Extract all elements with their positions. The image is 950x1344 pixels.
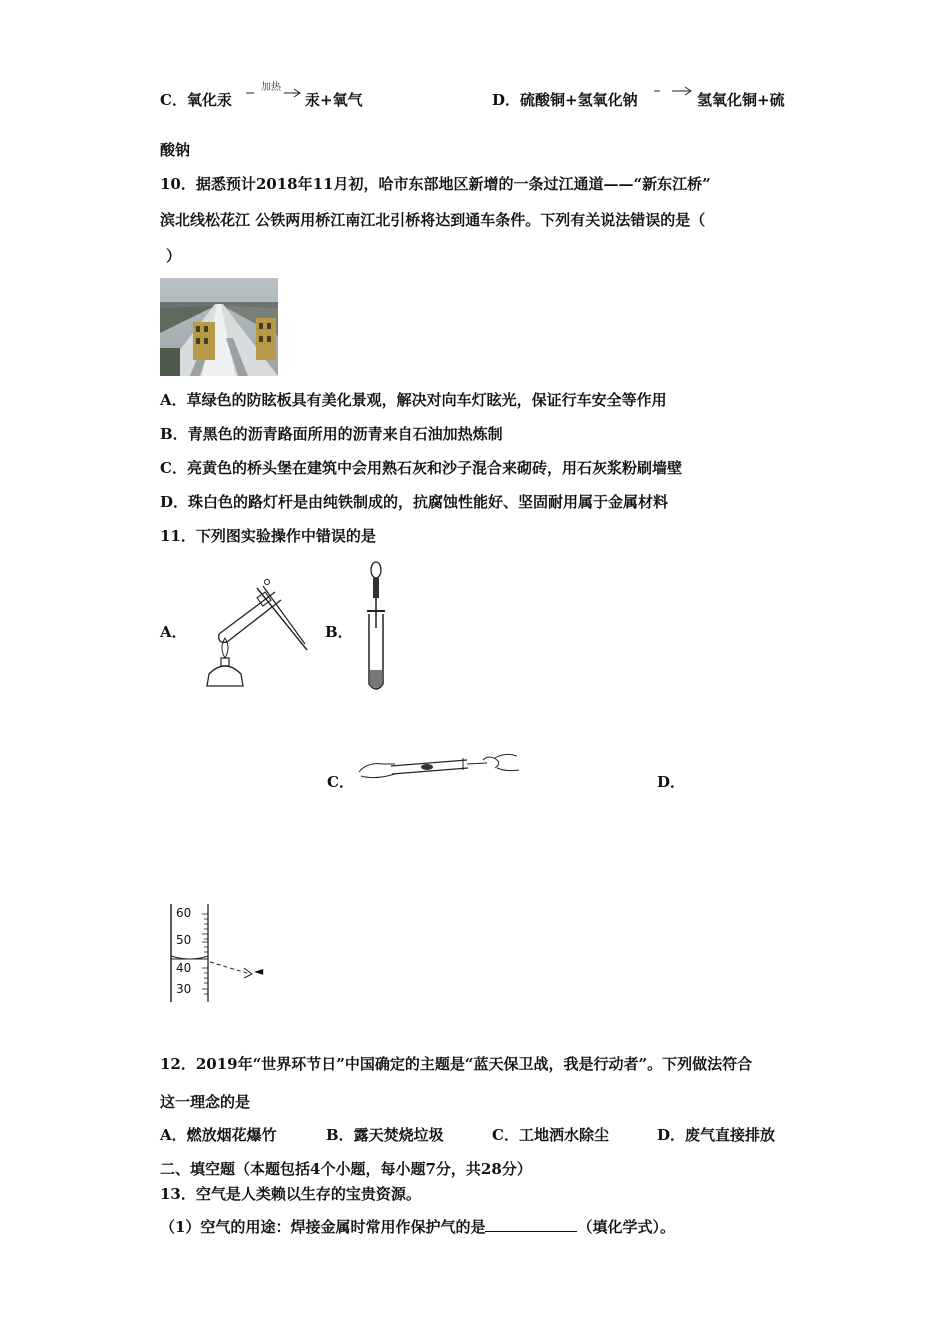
q12-option-b: B．露天焚烧垃圾 [326, 1126, 444, 1144]
q12-option-a: A．燃放烟花爆竹 [160, 1126, 277, 1144]
eye-icon: ◄ [254, 964, 264, 978]
q11-option-b-label: B． [325, 623, 353, 641]
cylinder-tick-label: 50 [176, 933, 192, 947]
q9-option-c: C．氧化汞 [160, 91, 232, 109]
q9-option-d: D．硫酸铜+氢氧化钠 [492, 91, 638, 109]
q9-d-arrow-icon [650, 84, 696, 98]
dropper-test-tube-diagram [358, 560, 394, 698]
q10-stem-line1: 10．据悉预计2018年11月初，哈市东部地区新增的一条过江通道——“新东江桥” [160, 175, 711, 193]
q9-c-condition: 加热 [261, 82, 281, 93]
q10-option-a: A．草绿色的防眩板具有美化景观，解决对向车灯眩光，保证行车安全等作用 [160, 391, 667, 409]
q10-stem-line2: 滨北线松花江 公铁两用桥江南江北引桥将达到通车条件。下列有关说法错误的是（ [160, 211, 706, 229]
cylinder-tick-label: 60 [176, 906, 192, 920]
section-title: 二、填空题（本题包括4个小题，每小题7分，共28分） [160, 1160, 532, 1178]
q11-stem: 11．下列图实验操作中错误的是 [160, 527, 376, 545]
q10-stem-line3: ） [166, 247, 182, 265]
q12-stem-line2: 这一理念的是 [160, 1093, 251, 1111]
q12-stem-line1: 12．2019年“世界环节日”中国确定的主题是“蓝天保卫战，我是行动者”。下列做法符合 [160, 1055, 753, 1073]
heating-test-tube-diagram [195, 578, 310, 693]
q11-option-d-label: D． [657, 773, 686, 791]
q9-c-arrow-icon [244, 86, 304, 100]
tilted-tube-hands-diagram [355, 752, 520, 784]
answer-blank[interactable] [485, 1217, 577, 1232]
q9-c-product: 汞+氧气 [305, 91, 363, 109]
q12-option-c: C．工地洒水除尘 [492, 1126, 609, 1144]
cylinder-tick-label: 30 [176, 982, 192, 996]
q13-stem: 13．空气是人类赖以生存的宝贵资源。 [160, 1185, 421, 1203]
q10-option-c: C．亮黄色的桥头堡在建筑中会用熟石灰和沙子混合来砌砖，用石灰浆粉刷墙壁 [160, 459, 682, 477]
q12-option-d: D．废气直接排放 [657, 1126, 776, 1144]
q9-d-products-wrap: 酸钠 [160, 141, 191, 159]
q11-option-a-label: A． [160, 623, 187, 641]
q10-option-d: D．珠白色的路灯杆是由纯铁制成的，抗腐蚀性能好、坚固耐用属于金属材料 [160, 493, 669, 511]
cylinder-tick-label: 40 [176, 961, 192, 975]
bridge-photo [160, 278, 278, 376]
q9-d-products: 氢氧化铜+硫 [697, 91, 785, 109]
q13-sub1: （1）空气的用途：焊接金属时常用作保护气的是 （填化学式）。 [160, 1218, 675, 1236]
q11-option-c-label: C． [327, 773, 354, 791]
q10-option-b: B．青黑色的沥青路面所用的沥青来自石油加热炼制 [160, 425, 503, 443]
cylinder-reading-diagram [160, 902, 270, 1004]
